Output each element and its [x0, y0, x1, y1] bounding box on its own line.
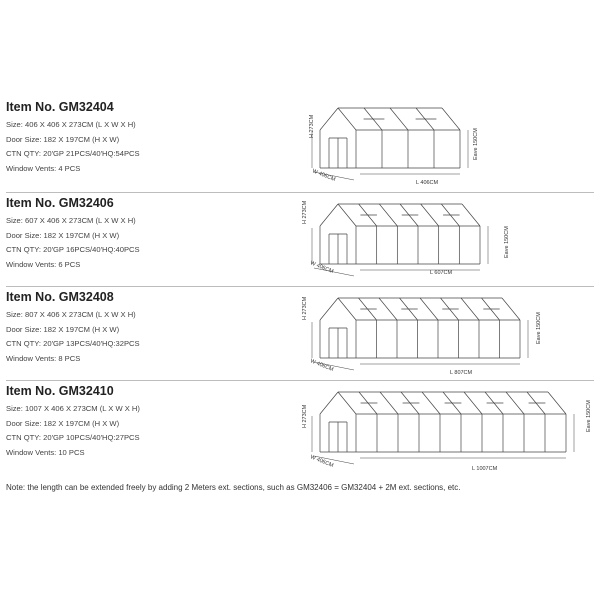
frame-line	[380, 392, 398, 414]
separator	[6, 286, 594, 287]
footnote: Note: the length can be extended freely by adding 2 Meters ext. sections, such as GM32406 = GM32404 + 2M ext. sections, etc.	[6, 483, 461, 492]
frame-line	[320, 298, 338, 320]
item-number: Item No. GM32410	[6, 384, 114, 398]
length-label: L 607CM	[430, 270, 453, 276]
width-label: W 406CM	[309, 454, 335, 470]
frame-line	[422, 392, 440, 414]
separator	[6, 380, 594, 381]
product-item	[0, 290, 600, 382]
item-number: Item No. GM32406	[6, 196, 114, 210]
eave-label: Eave 150CM	[473, 128, 479, 160]
item-specs	[6, 196, 286, 272]
item-window-vents: Window Vents: 8 PCS	[6, 353, 81, 363]
item-door-size: Door Size: 182 X 197CM (H X W)	[6, 134, 120, 144]
eave-label: Eave 150CM	[504, 226, 510, 258]
eave-label: Eave 150CM	[536, 312, 542, 344]
frame-line	[320, 392, 338, 414]
frame-line	[506, 392, 524, 414]
frame-line	[320, 204, 338, 226]
product-item	[0, 384, 600, 476]
greenhouse-diagram	[300, 196, 510, 288]
frame-line	[338, 204, 356, 226]
frame-line	[420, 298, 438, 320]
item-size: Size: 1007 X 406 X 273CM (L X W X H)	[6, 404, 140, 413]
item-door-size: Door Size: 182 X 197CM (H X W)	[6, 324, 120, 334]
item-specs	[6, 290, 286, 366]
frame-line	[421, 204, 439, 226]
item-size: Size: 406 X 406 X 273CM (L X W X H)	[6, 120, 136, 129]
item-number: Item No. GM32408	[6, 290, 114, 304]
frame-line	[320, 108, 338, 130]
item-door-size: Door Size: 182 X 197CM (H X W)	[6, 418, 120, 428]
width-label: W 406CM	[309, 260, 335, 276]
frame-line	[442, 108, 460, 130]
frame-line	[502, 298, 520, 320]
frame-line	[379, 298, 397, 320]
greenhouse-diagram	[300, 290, 550, 382]
length-label: L 807CM	[450, 370, 473, 376]
item-window-vents: Window Vents: 6 PCS	[6, 259, 81, 269]
height-label: H 273CM	[309, 114, 315, 138]
item-number: Item No. GM32404	[6, 100, 114, 114]
frame-line	[548, 392, 566, 414]
frame-line	[390, 108, 408, 130]
length-label: L 1007CM	[472, 466, 498, 472]
frame-line	[379, 204, 397, 226]
item-window-vents: Window Vents: 10 PCS	[6, 447, 85, 457]
height-label: H 273CM	[302, 200, 308, 224]
item-ctn-qty: CTN QTY: 20'GP 13PCS/40'HQ:32PCS	[6, 339, 140, 348]
item-size: Size: 807 X 406 X 273CM (L X W X H)	[6, 310, 136, 319]
frame-line	[338, 392, 356, 414]
frame-line	[338, 108, 356, 130]
product-item	[0, 100, 600, 192]
item-size: Size: 607 X 406 X 273CM (L X W X H)	[6, 216, 136, 225]
greenhouse-diagram	[300, 100, 490, 192]
item-specs	[6, 100, 286, 176]
frame-line	[462, 204, 480, 226]
item-door-size: Door Size: 182 X 197CM (H X W)	[6, 230, 120, 240]
frame-line	[461, 298, 479, 320]
product-item	[0, 196, 600, 288]
width-label: W 406CM	[311, 168, 337, 184]
eave-label: Eave 150CM	[586, 400, 592, 432]
item-ctn-qty: CTN QTY: 20'GP 16PCS/40'HQ:40PCS	[6, 245, 140, 254]
item-specs	[6, 384, 286, 460]
width-label: W 406CM	[309, 358, 335, 374]
item-ctn-qty: CTN QTY: 20'GP 10PCS/40'HQ:27PCS	[6, 433, 140, 442]
frame-line	[464, 392, 482, 414]
item-window-vents: Window Vents: 4 PCS	[6, 163, 81, 173]
frame-line	[338, 298, 356, 320]
height-label: H 273CM	[302, 404, 308, 428]
height-label: H 273CM	[302, 296, 308, 320]
item-ctn-qty: CTN QTY: 20'GP 21PCS/40'HQ:54PCS	[6, 149, 140, 158]
length-label: L 406CM	[416, 180, 439, 186]
separator	[6, 192, 594, 193]
greenhouse-diagram	[300, 384, 596, 480]
